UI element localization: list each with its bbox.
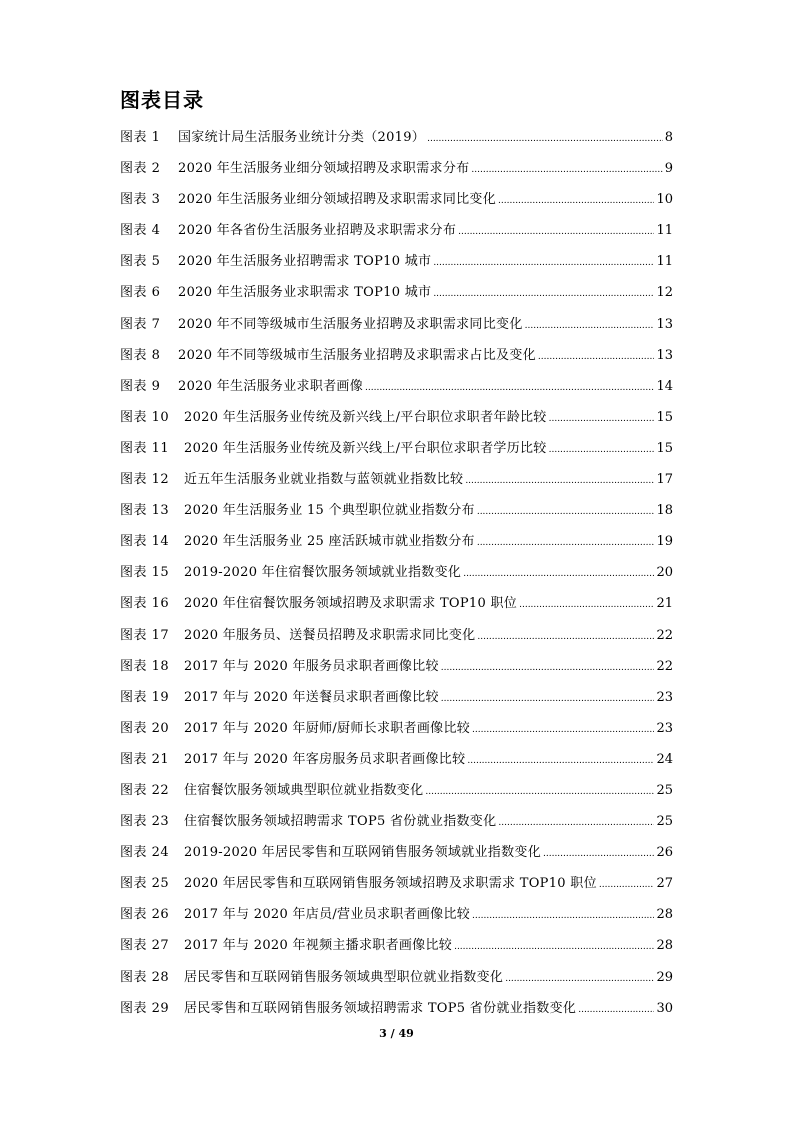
figure-title: 2020 年不同等级城市生活服务业招聘及求职需求同比变化 [178, 316, 523, 332]
dot-leader [425, 780, 654, 805]
figure-title: 2017 年与 2020 年店员/营业员求职者画像比较 [184, 907, 471, 923]
dot-leader [471, 158, 662, 183]
figure-page-number: 23 [656, 720, 673, 736]
figure-label: 图表 27 [120, 938, 170, 954]
figure-label: 图表 6 [120, 285, 161, 301]
figure-title: 2020 年居民零售和互联网销售服务领域招聘及求职需求 TOP10 职位 [184, 876, 597, 892]
figure-page-number: 27 [656, 876, 673, 892]
figure-page-number: 15 [656, 440, 673, 456]
figure-page-number: 20 [656, 565, 673, 581]
figure-list-item[interactable] [120, 623, 673, 654]
dot-leader [538, 345, 655, 370]
figure-page-number: 19 [656, 534, 673, 550]
dot-leader [454, 935, 654, 960]
figure-label: 图表 8 [120, 347, 161, 363]
figure-label: 图表 16 [120, 596, 170, 612]
figure-list-item[interactable] [120, 654, 673, 685]
figure-page-number: 22 [656, 627, 673, 643]
figure-page-number: 11 [656, 254, 673, 270]
figure-list-item[interactable] [120, 965, 673, 996]
dot-leader [463, 562, 654, 587]
figure-title: 2020 年生活服务业传统及新兴线上/平台职位求职者年龄比较 [184, 409, 547, 425]
dot-leader [441, 656, 655, 681]
figure-list-item[interactable] [120, 249, 673, 280]
figure-label: 图表 21 [120, 751, 170, 767]
figure-page-number: 18 [656, 503, 673, 519]
figure-title: 2020 年生活服务业 25 座活跃城市就业指数分布 [184, 534, 475, 550]
figure-label: 图表 20 [120, 720, 170, 736]
figure-list-item[interactable] [120, 996, 673, 1027]
figure-label: 图表 17 [120, 627, 170, 643]
figure-label: 图表 23 [120, 814, 170, 830]
dot-leader [365, 376, 654, 401]
dot-leader [441, 687, 655, 712]
figure-list-item[interactable] [120, 218, 673, 249]
figure-list-item[interactable] [120, 716, 673, 747]
figure-title: 2017 年与 2020 年服务员求职者画像比较 [184, 658, 439, 674]
figure-label: 图表 26 [120, 907, 170, 923]
figure-list-item[interactable] [120, 560, 673, 591]
figure-page-number: 29 [656, 969, 673, 985]
figure-title: 2020 年生活服务业招聘需求 TOP10 城市 [178, 254, 432, 270]
figure-page-number: 13 [656, 347, 673, 363]
figure-page-number: 23 [656, 689, 673, 705]
figure-title: 国家统计局生活服务业统计分类（2019） [178, 130, 426, 145]
figure-page-number: 11 [656, 223, 673, 239]
figure-label: 图表 4 [120, 223, 161, 239]
figure-list-item[interactable] [120, 747, 673, 778]
figure-label: 图表 9 [120, 378, 161, 394]
figure-list-item[interactable] [120, 405, 673, 436]
figure-page-number: 25 [656, 814, 673, 830]
figure-page-number: 9 [664, 161, 673, 177]
figure-title: 2020 年各省份生活服务业招聘及求职需求分布 [178, 223, 457, 239]
figure-title: 2020 年生活服务业 15 个典型职位就业指数分布 [184, 503, 475, 519]
dot-leader [505, 967, 654, 992]
page-number: 3 / 49 [379, 1027, 414, 1040]
figure-page-number: 28 [656, 907, 673, 923]
figure-page-number: 28 [656, 938, 673, 954]
figure-title: 2020 年生活服务业传统及新兴线上/平台职位求职者学历比较 [184, 440, 547, 456]
figure-list-item[interactable] [120, 312, 673, 343]
dot-leader [477, 625, 654, 650]
figure-label: 图表 15 [120, 565, 170, 581]
figure-title: 2017 年与 2020 年送餐员求职者画像比较 [184, 689, 439, 705]
dot-leader [433, 251, 654, 276]
dot-leader [427, 127, 663, 152]
figure-page-number: 30 [656, 1000, 673, 1016]
dot-leader [599, 873, 655, 898]
figure-label: 图表 13 [120, 503, 170, 519]
figure-title: 2019-2020 年住宿餐饮服务领域就业指数变化 [184, 565, 462, 581]
figure-list-item[interactable] [120, 436, 673, 467]
dot-leader [543, 842, 654, 867]
figure-list-item[interactable] [120, 280, 673, 311]
figure-list-item[interactable] [120, 871, 673, 902]
figure-list-item[interactable] [120, 187, 673, 218]
figure-label: 图表 25 [120, 876, 170, 892]
figure-title: 2020 年生活服务业细分领域招聘及求职需求分布 [178, 161, 470, 177]
figure-label: 图表 18 [120, 658, 170, 674]
figure-label: 图表 5 [120, 254, 161, 270]
dot-leader [549, 407, 655, 432]
dot-leader [519, 593, 654, 618]
figure-list-item[interactable] [120, 778, 673, 809]
figure-page-number: 14 [656, 378, 673, 394]
figure-list-item[interactable] [120, 156, 673, 187]
figure-list-item[interactable] [120, 498, 673, 529]
figure-page-number: 10 [656, 192, 673, 208]
dot-leader [549, 438, 655, 463]
figure-list-item[interactable] [120, 933, 673, 964]
figure-list-item[interactable] [120, 125, 673, 156]
figure-title: 2020 年住宿餐饮服务领域招聘及求职需求 TOP10 职位 [184, 596, 518, 612]
dot-leader [525, 314, 655, 339]
figure-title: 2020 年生活服务业求职需求 TOP10 城市 [178, 285, 432, 301]
figure-label: 图表 22 [120, 782, 170, 798]
dot-leader [498, 811, 654, 836]
figure-page-number: 25 [656, 782, 673, 798]
figure-label: 图表 14 [120, 534, 170, 550]
dot-leader [578, 998, 654, 1023]
dot-leader [472, 904, 654, 929]
figure-list-item[interactable] [120, 809, 673, 840]
figure-list-item[interactable] [120, 685, 673, 716]
figure-title: 2020 年不同等级城市生活服务业招聘及求职需求占比及变化 [178, 347, 536, 363]
figure-label: 图表 28 [120, 969, 170, 985]
dot-leader [477, 531, 655, 556]
figure-list-item[interactable] [120, 902, 673, 933]
figure-label: 图表 11 [120, 440, 170, 456]
figure-title: 居民零售和互联网销售服务领域招聘需求 TOP5 省份就业指数变化 [184, 1000, 577, 1016]
figure-title: 2017 年与 2020 年厨师/厨师长求职者画像比较 [184, 720, 471, 736]
figure-title: 2020 年生活服务业求职者画像 [178, 378, 364, 394]
figure-list-item[interactable] [120, 529, 673, 560]
page-title: 图表目录 [120, 88, 204, 112]
figure-label: 图表 12 [120, 472, 170, 488]
figure-page-number: 13 [656, 316, 673, 332]
figure-page-number: 12 [656, 285, 673, 301]
figure-page-number: 24 [656, 751, 673, 767]
figure-page-number: 26 [656, 845, 673, 861]
figure-list-item[interactable] [120, 467, 673, 498]
figure-label: 图表 2 [120, 161, 161, 177]
figure-title: 2017 年与 2020 年客房服务员求职者画像比较 [184, 751, 466, 767]
figure-label: 图表 1 [120, 130, 161, 145]
figure-page-number: 15 [656, 409, 673, 425]
figure-page-number: 21 [656, 596, 673, 612]
figure-label: 图表 29 [120, 1000, 170, 1016]
figure-list-item[interactable] [120, 374, 673, 405]
dot-leader [458, 220, 654, 245]
figure-title: 2020 年服务员、送餐员招聘及求职需求同比变化 [184, 627, 476, 643]
figure-list-item[interactable] [120, 840, 673, 871]
figure-title: 近五年生活服务业就业指数与蓝领就业指数比较 [184, 472, 464, 488]
figure-page-number: 22 [656, 658, 673, 674]
figure-page-number: 17 [656, 472, 673, 488]
figure-title: 2020 年生活服务业细分领域招聘及求职需求同比变化 [178, 192, 497, 208]
dot-leader [477, 500, 655, 525]
figure-label: 图表 7 [120, 316, 161, 332]
dot-leader [467, 749, 654, 774]
dot-leader [472, 718, 654, 743]
dot-leader [433, 282, 654, 307]
figure-label: 图表 3 [120, 192, 161, 208]
figure-title: 住宿餐饮服务领域典型职位就业指数变化 [184, 782, 424, 798]
figure-title: 居民零售和互联网销售服务领域典型职位就业指数变化 [184, 969, 504, 985]
dot-leader [498, 189, 654, 214]
figure-list-item[interactable] [120, 343, 673, 374]
figure-title: 2019-2020 年居民零售和互联网销售服务领域就业指数变化 [184, 845, 541, 861]
figure-title: 住宿餐饮服务领域招聘需求 TOP5 省份就业指数变化 [184, 814, 497, 830]
figure-title: 2017 年与 2020 年视频主播求职者画像比较 [184, 938, 453, 954]
figure-label: 图表 24 [120, 845, 170, 861]
dot-leader [465, 469, 654, 494]
figure-page-number: 8 [664, 130, 673, 145]
figure-label: 图表 19 [120, 689, 170, 705]
figure-list-item[interactable] [120, 591, 673, 622]
figure-list [120, 125, 673, 1027]
figure-label: 图表 10 [120, 409, 170, 425]
